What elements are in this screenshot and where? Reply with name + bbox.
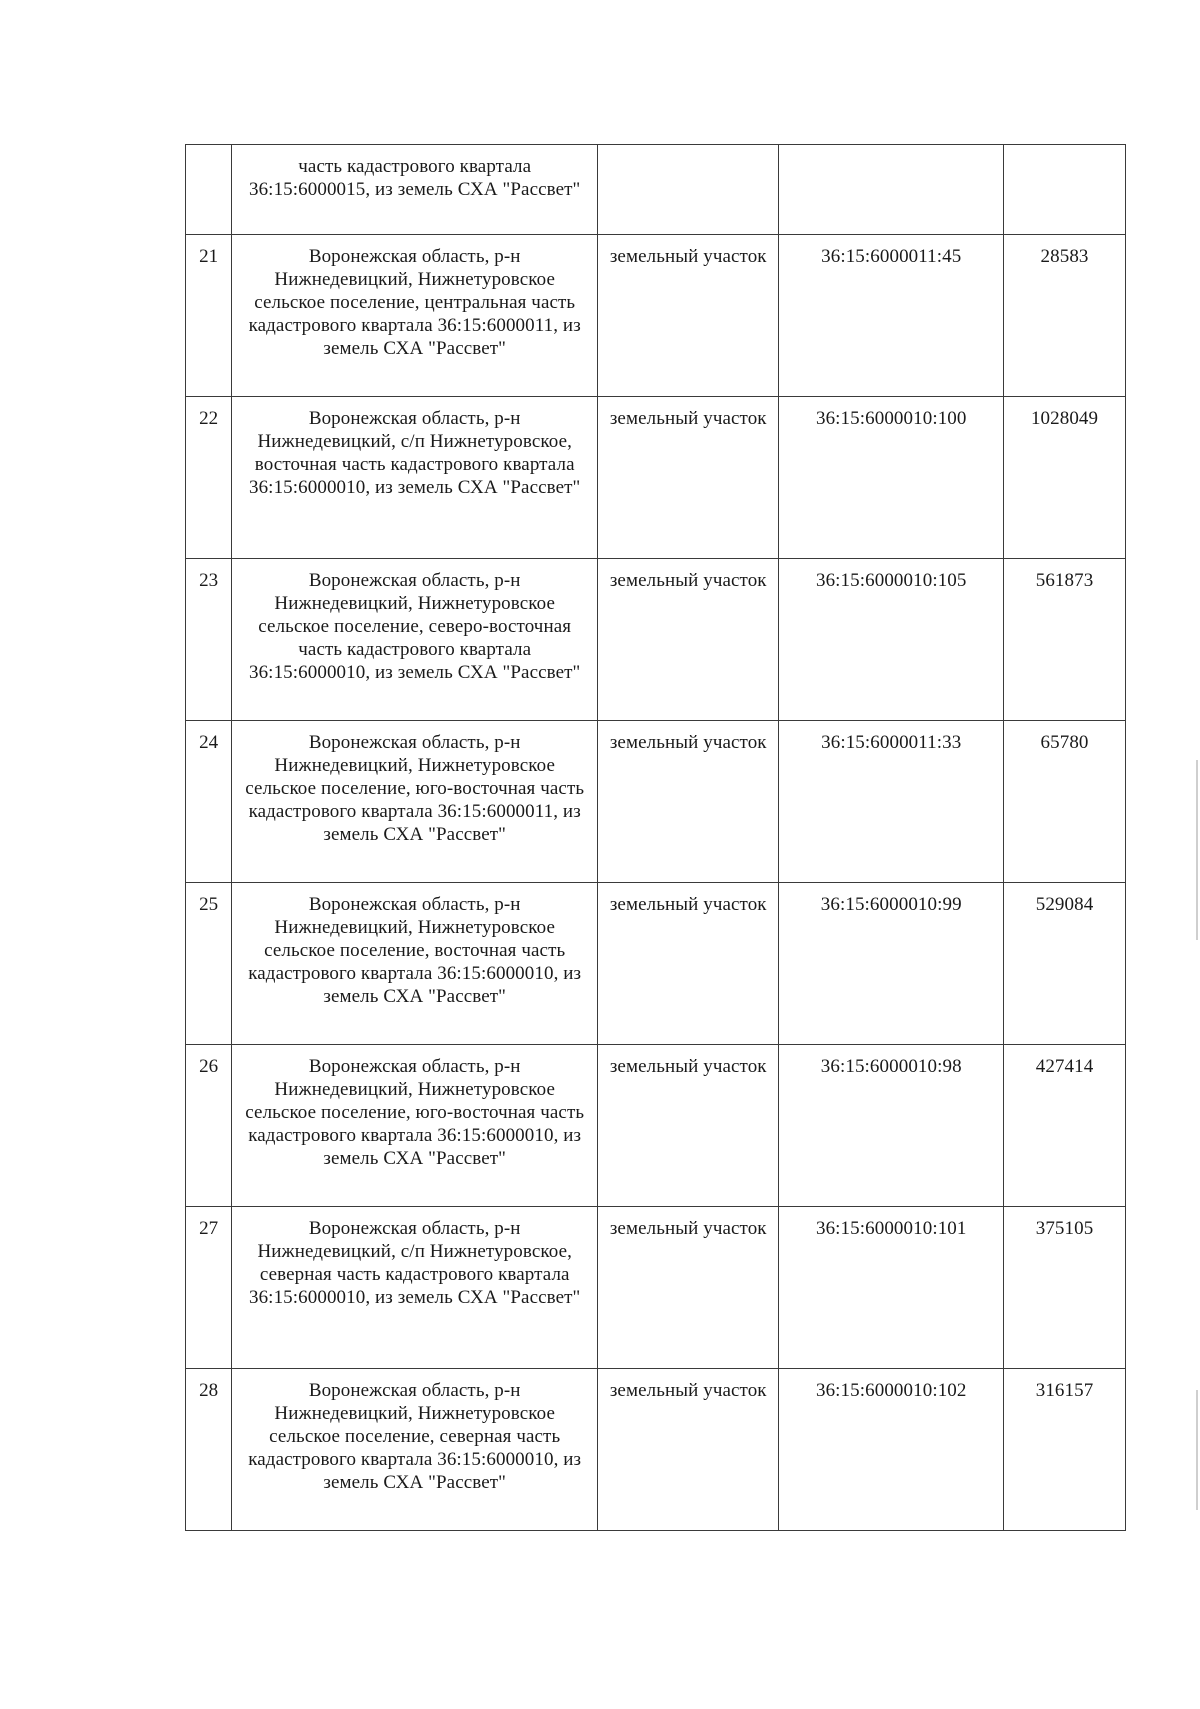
row-number: 24 xyxy=(186,721,232,883)
object-type: земельный участок xyxy=(598,883,779,1045)
table-row xyxy=(186,397,1126,559)
cadastral-number: 36:15:6000010:102 xyxy=(779,1369,1004,1531)
object-type: земельный участок xyxy=(598,397,779,559)
cadastral-number: 36:15:6000010:100 xyxy=(779,397,1004,559)
table-row xyxy=(186,1045,1126,1207)
row-number: 28 xyxy=(186,1369,232,1531)
plot-area: 375105 xyxy=(1004,1207,1126,1369)
plot-address: Воронежская область, р-н Нижнедевицкий, Нижнетуровское сельское поселение, восточная часть кадастрового квартала 36:15:6000010, из земель СХА "Рассвет" xyxy=(232,883,598,1045)
row-number: 25 xyxy=(186,883,232,1045)
table-row xyxy=(186,559,1126,721)
cadastral-number xyxy=(779,145,1004,235)
table-row xyxy=(186,1207,1126,1369)
row-number: 22 xyxy=(186,397,232,559)
cadastral-number: 36:15:6000010:101 xyxy=(779,1207,1004,1369)
plot-address: Воронежская область, р-н Нижнедевицкий, Нижнетуровское сельское поселение, северо-восточная часть кадастрового квартала 36:15:6000010, из земель СХА "Рассвет" xyxy=(232,559,598,721)
object-type: земельный участок xyxy=(598,559,779,721)
row-number xyxy=(186,145,232,235)
table-row xyxy=(186,1369,1126,1531)
plot-area: 1028049 xyxy=(1004,397,1126,559)
row-number: 23 xyxy=(186,559,232,721)
table-row xyxy=(186,883,1126,1045)
row-number: 26 xyxy=(186,1045,232,1207)
plot-address: Воронежская область, р-н Нижнедевицкий, с/п Нижнетуровское, восточная часть кадастрового квартала 36:15:6000010, из земель СХА "Рассвет" xyxy=(232,397,598,559)
cadastral-number: 36:15:6000010:98 xyxy=(779,1045,1004,1207)
cadastral-number: 36:15:6000011:45 xyxy=(779,235,1004,397)
plot-area: 529084 xyxy=(1004,883,1126,1045)
plot-address: часть кадастрового квартала 36:15:6000015, из земель СХА "Рассвет" xyxy=(232,145,598,235)
cadastral-number: 36:15:6000010:99 xyxy=(779,883,1004,1045)
table-row xyxy=(186,721,1126,883)
plot-address: Воронежская область, р-н Нижнедевицкий, с/п Нижнетуровское, северная часть кадастрового квартала 36:15:6000010, из земель СХА "Рассвет" xyxy=(232,1207,598,1369)
plot-address: Воронежская область, р-н Нижнедевицкий, Нижнетуровское сельское поселение, юго-восточная часть кадастрового квартала 36:15:6000010, из земель СХА "Рассвет" xyxy=(232,1045,598,1207)
cadastral-number: 36:15:6000010:105 xyxy=(779,559,1004,721)
row-number: 21 xyxy=(186,235,232,397)
object-type: земельный участок xyxy=(598,1207,779,1369)
cadastral-number: 36:15:6000011:33 xyxy=(779,721,1004,883)
plot-area xyxy=(1004,145,1126,235)
plot-address: Воронежская область, р-н Нижнедевицкий, Нижнетуровское сельское поселение, юго-восточная часть кадастрового квартала 36:15:6000011, из земель СХА "Рассвет" xyxy=(232,721,598,883)
plot-area: 561873 xyxy=(1004,559,1126,721)
plot-area: 65780 xyxy=(1004,721,1126,883)
row-number: 27 xyxy=(186,1207,232,1369)
table-row xyxy=(186,145,1126,235)
plot-area: 427414 xyxy=(1004,1045,1126,1207)
plot-address: Воронежская область, р-н Нижнедевицкий, Нижнетуровское сельское поселение, центральная часть кадастрового квартала 36:15:6000011, из земель СХА "Рассвет" xyxy=(232,235,598,397)
object-type: земельный участок xyxy=(598,1369,779,1531)
object-type xyxy=(598,145,779,235)
table-row xyxy=(186,235,1126,397)
scan-edge-mark xyxy=(1196,1390,1198,1510)
object-type: земельный участок xyxy=(598,721,779,883)
plot-area: 28583 xyxy=(1004,235,1126,397)
scan-edge-mark xyxy=(1196,760,1198,940)
object-type: земельный участок xyxy=(598,235,779,397)
plot-address: Воронежская область, р-н Нижнедевицкий, Нижнетуровское сельское поселение, северная часть кадастрового квартала 36:15:6000010, из земель СХА "Рассвет" xyxy=(232,1369,598,1531)
land-plots-table xyxy=(185,144,1126,1531)
plot-area: 316157 xyxy=(1004,1369,1126,1531)
object-type: земельный участок xyxy=(598,1045,779,1207)
